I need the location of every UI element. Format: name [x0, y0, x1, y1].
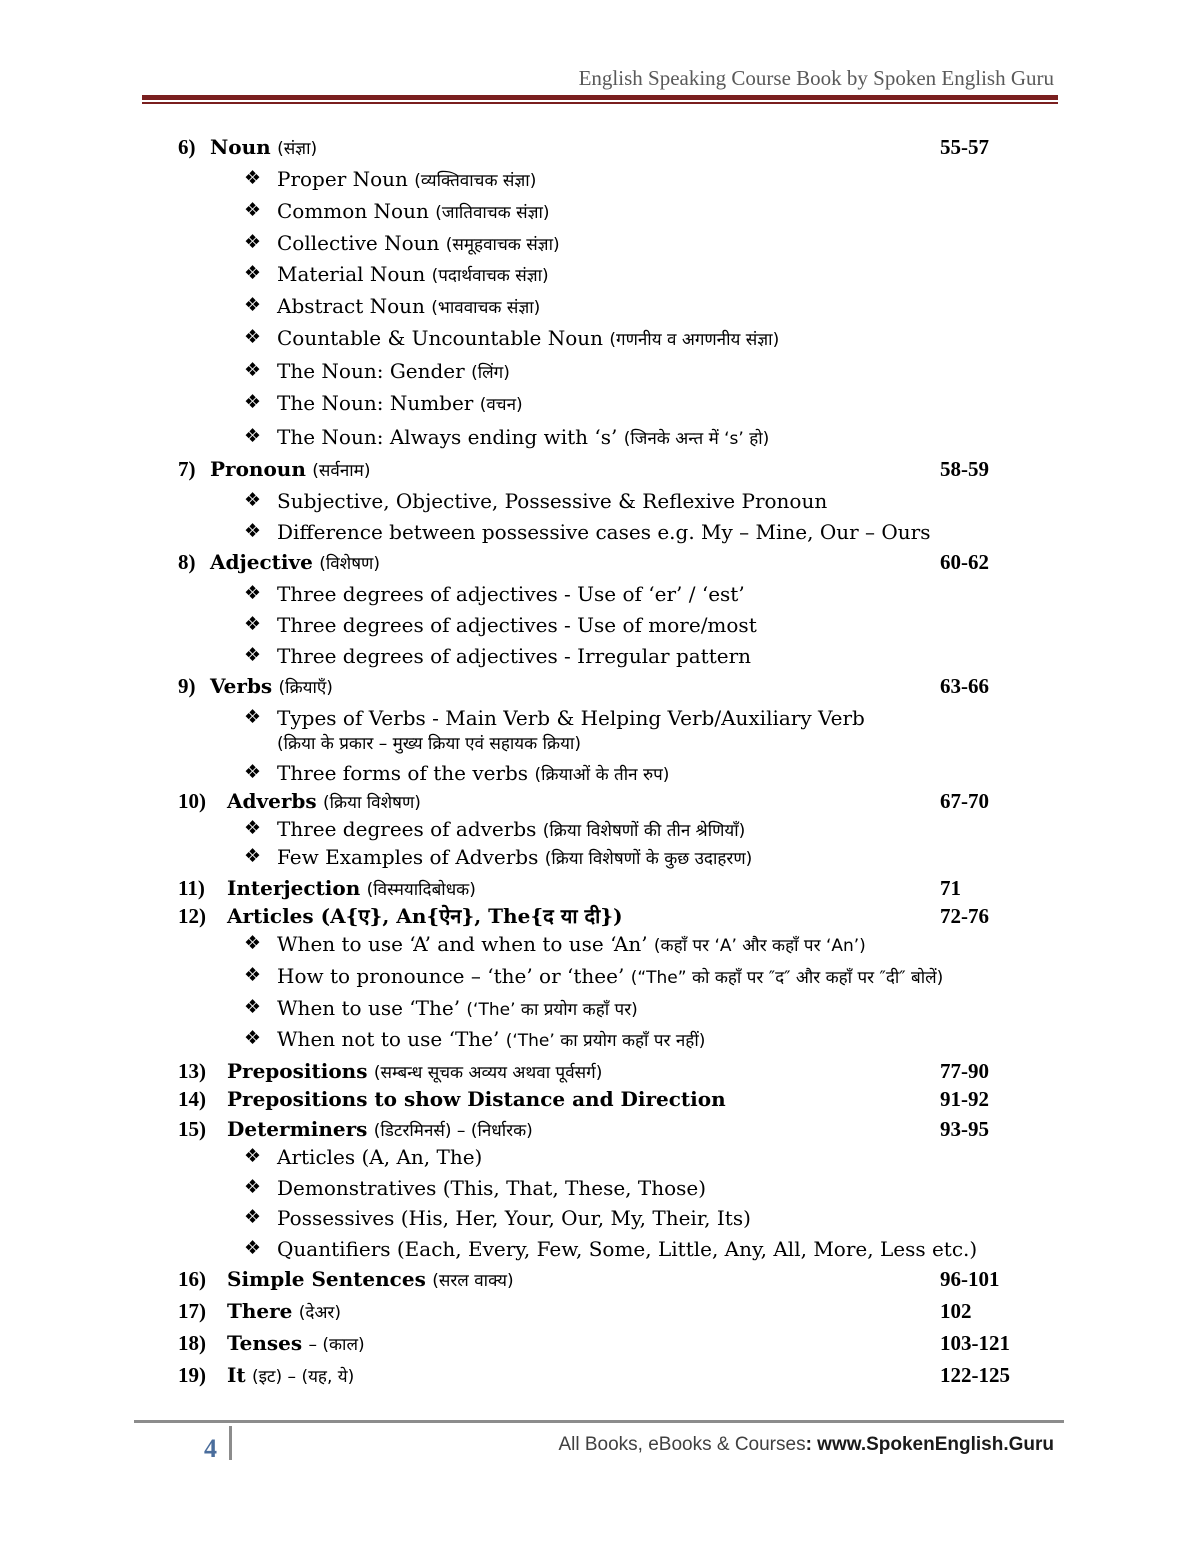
- subtopic-english: Subjective, Objective, Possessive & Reflexive Pronoun: [277, 489, 828, 513]
- toc-entry-title: [227, 1119, 533, 1140]
- diamond-bullet-icon: ❖: [244, 294, 262, 316]
- toc-entry-number: 15): [178, 1117, 206, 1141]
- subtopic-english: Few Examples of Adverbs: [277, 845, 539, 869]
- diamond-bullet-icon: ❖: [244, 845, 262, 867]
- toc-entry-title-english: Adverbs: [227, 789, 317, 813]
- diamond-bullet-icon: ❖: [244, 167, 262, 189]
- subtopic-text: [277, 296, 540, 317]
- footer-text-prefix: All Books, eBooks & Courses: [558, 1434, 806, 1455]
- toc-entry-title-english: It: [227, 1363, 246, 1387]
- toc-entry-title: [210, 459, 370, 480]
- header-rule-thin: [142, 102, 1058, 104]
- toc-entry-title-english: There: [227, 1299, 293, 1323]
- subtopic-text: [277, 584, 745, 604]
- toc-entry-title: [210, 676, 333, 697]
- diamond-bullet-icon: ❖: [244, 644, 262, 666]
- verbs-hindi-note: (क्रिया के प्रकार – मुख्य क्रिया एवं सहायक क्रिया): [277, 734, 581, 754]
- subtopic-hindi: (जातिवाचक संज्ञा): [435, 203, 550, 223]
- subtopic-text: [277, 1208, 751, 1228]
- toc-entry-title: [227, 878, 476, 899]
- subtopic-text: [277, 819, 745, 840]
- subtopic-english: When to use ‘The’: [277, 996, 461, 1020]
- toc-entry-title-english: Noun: [210, 135, 271, 159]
- toc-entry-title: [210, 552, 380, 573]
- toc-entry-pages: 91-92: [940, 1087, 989, 1111]
- toc-entry-number: 19): [178, 1363, 206, 1387]
- toc-entry-title-hindi: (डिटरमिनर्स) – (निर्धारक): [373, 1121, 533, 1141]
- subtopic-text: [277, 708, 865, 728]
- diamond-bullet-icon: ❖: [244, 425, 262, 447]
- subtopic-english: Difference between possessive cases e.g. My – Mine, Our – Ours: [277, 520, 931, 544]
- subtopic-hindi: (लिंग): [471, 363, 510, 383]
- diamond-bullet-icon: ❖: [244, 1206, 262, 1228]
- toc-entry-title-english: Tenses: [227, 1331, 303, 1355]
- subtopic-english: When not to use ‘The’: [277, 1027, 500, 1051]
- subtopic-english: Articles (A, An, The): [277, 1145, 483, 1169]
- subtopic-hindi: (जिनके अन्त में ‘s’ हो): [623, 429, 770, 449]
- subtopic-english: Three degrees of adjectives - Use of ‘er’ / ‘est’: [277, 582, 745, 606]
- header-rule: [142, 95, 1058, 100]
- subtopic-english: Collective Noun: [277, 231, 440, 255]
- subtopic-hindi: (वचन): [479, 395, 523, 415]
- toc-entry-title-english: Pronoun: [210, 457, 306, 481]
- toc-entry-number: 11): [178, 876, 205, 900]
- toc-entry-pages: 67-70: [940, 789, 989, 813]
- subtopic-text: [277, 966, 943, 987]
- subtopic-text: [277, 763, 669, 784]
- subtopic-text: [277, 328, 779, 349]
- footer-text: [558, 1434, 1054, 1456]
- toc-entry-title-english: Articles (A{ए}, An{ऐन}, The{द या दी}): [227, 904, 623, 928]
- diamond-bullet-icon: ❖: [244, 326, 262, 348]
- toc-entry-number: 13): [178, 1059, 206, 1083]
- subtopic-hindi: (क्रिया विशेषणों के कुछ उदाहरण): [544, 849, 753, 869]
- subtopic-hindi: (‘The’ का प्रयोग कहाँ पर नहीं): [505, 1031, 706, 1051]
- toc-entry-number: 10): [178, 789, 206, 813]
- subtopic-hindi: (क्रियाओं के तीन रुप): [534, 765, 670, 785]
- toc-entry-title-hindi: (इट) – (यह, ये): [251, 1367, 355, 1387]
- toc-entry-number: 16): [178, 1267, 206, 1291]
- toc-entry-title-hindi: (विशेषण): [319, 554, 380, 574]
- subtopic-text: [277, 201, 550, 222]
- subtopic-english: When to use ‘A’ and when to use ‘An’: [277, 932, 648, 956]
- toc-entry-title-hindi: (संज्ञा): [277, 139, 318, 159]
- subtopic-hindi: (समूहवाचक संज्ञा): [445, 235, 560, 255]
- footer-website: : www.SpokenEnglish.Guru: [805, 1434, 1054, 1455]
- subtopic-text: [277, 1239, 977, 1259]
- subtopic-english: Common Noun: [277, 199, 429, 223]
- subtopic-hindi: (भाववाचक संज्ञा): [431, 298, 541, 318]
- diamond-bullet-icon: ❖: [244, 1237, 262, 1259]
- toc-entry-title: [227, 1061, 602, 1082]
- subtopic-english: Three degrees of adjectives - Use of more/most: [277, 613, 757, 637]
- toc-entry-pages: 122-125: [940, 1363, 1010, 1387]
- toc-entry-number: 9): [178, 674, 196, 698]
- subtopic-text: [277, 361, 510, 382]
- subtopic-hindi: (गणनीय व अगणनीय संज्ञा): [609, 330, 780, 350]
- diamond-bullet-icon: ❖: [244, 489, 262, 511]
- diamond-bullet-icon: ❖: [244, 761, 262, 783]
- diamond-bullet-icon: ❖: [244, 582, 262, 604]
- subtopic-english: Possessives (His, Her, Your, Our, My, Their, Its): [277, 1206, 751, 1230]
- toc-entry-number: 17): [178, 1299, 206, 1323]
- subtopic-text: [277, 1178, 706, 1198]
- diamond-bullet-icon: ❖: [244, 1176, 262, 1198]
- toc-entry-number: 18): [178, 1331, 206, 1355]
- page-divider: [229, 1426, 232, 1460]
- toc-entry-title: [227, 1333, 365, 1354]
- toc-entry-pages: 93-95: [940, 1117, 989, 1141]
- toc-entry-title-hindi: (सरल वाक्य): [432, 1271, 514, 1291]
- diamond-bullet-icon: ❖: [244, 262, 262, 284]
- subtopic-english: How to pronounce – ‘the’ or ‘thee’: [277, 964, 625, 988]
- subtopic-english: Quantifiers (Each, Every, Few, Some, Little, Any, All, More, Less etc.): [277, 1237, 978, 1261]
- diamond-bullet-icon: ❖: [244, 231, 262, 253]
- subtopic-english: The Noun: Always ending with ‘s’: [277, 425, 618, 449]
- toc-entry-title: [210, 137, 317, 158]
- toc-entry-title-english: Simple Sentences: [227, 1267, 426, 1291]
- subtopic-text: [277, 233, 560, 254]
- diamond-bullet-icon: ❖: [244, 932, 262, 954]
- toc-entry-pages: 102: [940, 1299, 972, 1323]
- toc-entry-number: 12): [178, 904, 206, 928]
- toc-entry-title-english: Prepositions: [227, 1059, 368, 1083]
- toc-entry-pages: 55-57: [940, 135, 989, 159]
- toc-entry-pages: 58-59: [940, 457, 989, 481]
- subtopic-hindi: (पदार्थवाचक संज्ञा): [431, 266, 549, 286]
- subtopic-hindi: (क्रिया विशेषणों की तीन श्रेणियाँ): [542, 821, 746, 841]
- subtopic-text: [277, 1147, 482, 1167]
- subtopic-text: [277, 393, 523, 414]
- toc-entry-title-hindi: (क्रिया विशेषण): [323, 793, 421, 813]
- toc-entry-title-english: Determiners: [227, 1117, 368, 1141]
- diamond-bullet-icon: ❖: [244, 613, 262, 635]
- subtopic-hindi: (व्यक्तिवाचक संज्ञा): [414, 171, 537, 191]
- toc-entry-number: 7): [178, 457, 196, 481]
- diamond-bullet-icon: ❖: [244, 964, 262, 986]
- subtopic-english: Material Noun: [277, 262, 426, 286]
- subtopic-text: [277, 1029, 705, 1050]
- diamond-bullet-icon: ❖: [244, 520, 262, 542]
- diamond-bullet-icon: ❖: [244, 391, 262, 413]
- toc-entry-number: 6): [178, 135, 196, 159]
- subtopic-text: [277, 169, 536, 190]
- subtopic-english: Types of Verbs - Main Verb & Helping Verb/Auxiliary Verb: [277, 706, 865, 730]
- toc-entry-title-hindi: – (काल): [308, 1335, 365, 1355]
- diamond-bullet-icon: ❖: [244, 1027, 262, 1049]
- subtopic-text: [277, 264, 549, 285]
- footer-rule: [134, 1420, 1064, 1423]
- toc-entry-title-hindi: (सम्बन्ध सूचक अव्यय अथवा पूर्वसर्ग): [373, 1063, 603, 1083]
- diamond-bullet-icon: ❖: [244, 1145, 262, 1167]
- subtopic-text: [277, 934, 866, 955]
- subtopic-hindi: (‘The’ का प्रयोग कहाँ पर): [466, 1000, 638, 1020]
- subtopic-text: [277, 522, 931, 542]
- diamond-bullet-icon: ❖: [244, 817, 262, 839]
- subtopic-english: Three forms of the verbs: [277, 761, 529, 785]
- header-title: English Speaking Course Book by Spoken English Guru: [578, 66, 1054, 90]
- toc-entry-title-english: Adjective: [210, 550, 313, 574]
- toc-entry-pages: 96-101: [940, 1267, 1000, 1291]
- subtopic-text: [277, 847, 752, 868]
- subtopic-text: [277, 646, 751, 666]
- toc-entry-pages: 103-121: [940, 1331, 1010, 1355]
- page-number: 4: [204, 1434, 217, 1463]
- diamond-bullet-icon: ❖: [244, 996, 262, 1018]
- toc-entry-title: [227, 906, 623, 926]
- toc-entry-pages: 63-66: [940, 674, 989, 698]
- toc-entry-title: [227, 791, 421, 812]
- subtopic-text: [277, 615, 757, 635]
- diamond-bullet-icon: ❖: [244, 199, 262, 221]
- toc-entry-title-english: Verbs: [210, 674, 273, 698]
- toc-entry-pages: 72-76: [940, 904, 989, 928]
- toc-entry-title-english: Prepositions to show Distance and Direction: [227, 1087, 726, 1111]
- toc-entry-number: 8): [178, 550, 196, 574]
- subtopic-english: Demonstratives (This, That, These, Those): [277, 1176, 707, 1200]
- subtopic-english: Three degrees of adjectives - Irregular pattern: [277, 644, 752, 668]
- toc-entry-pages: 77-90: [940, 1059, 989, 1083]
- toc-entry-title-hindi: (क्रियाएँ): [278, 678, 333, 698]
- diamond-bullet-icon: ❖: [244, 359, 262, 381]
- toc-entry-title: [227, 1269, 514, 1290]
- subtopic-english: Abstract Noun: [277, 294, 425, 318]
- toc-entry-title-hindi: (देअर): [298, 1303, 342, 1323]
- toc-entry-title: [227, 1365, 354, 1386]
- toc-entry-title-english: Interjection: [227, 876, 361, 900]
- toc-entry-title: [227, 1089, 726, 1109]
- subtopic-english: The Noun: Number: [277, 391, 474, 415]
- subtopic-hindi: (कहाँ पर ‘A’ और कहाँ पर ‘An’): [653, 936, 866, 956]
- toc-entry-title: [227, 1301, 341, 1322]
- subtopic-english: Three degrees of adverbs: [277, 817, 537, 841]
- subtopic-text: [277, 427, 769, 448]
- subtopic-hindi: (“The” को कहाँ पर ″द″ और कहाँ पर ″दी″ बोलें): [630, 968, 944, 988]
- toc-entry-pages: 60-62: [940, 550, 989, 574]
- subtopic-text: [277, 491, 827, 511]
- toc-entry-title-hindi: (सर्वनाम): [312, 461, 371, 481]
- toc-entry-title-hindi: (विस्मयादिबोधक): [366, 880, 476, 900]
- subtopic-english: The Noun: Gender: [277, 359, 465, 383]
- subtopic-text: [277, 998, 638, 1019]
- subtopic-english: Countable & Uncountable Noun: [277, 326, 604, 350]
- diamond-bullet-icon: ❖: [244, 706, 262, 728]
- toc-entry-pages: 71: [940, 876, 961, 900]
- toc-entry-number: 14): [178, 1087, 206, 1111]
- subtopic-english: Proper Noun: [277, 167, 408, 191]
